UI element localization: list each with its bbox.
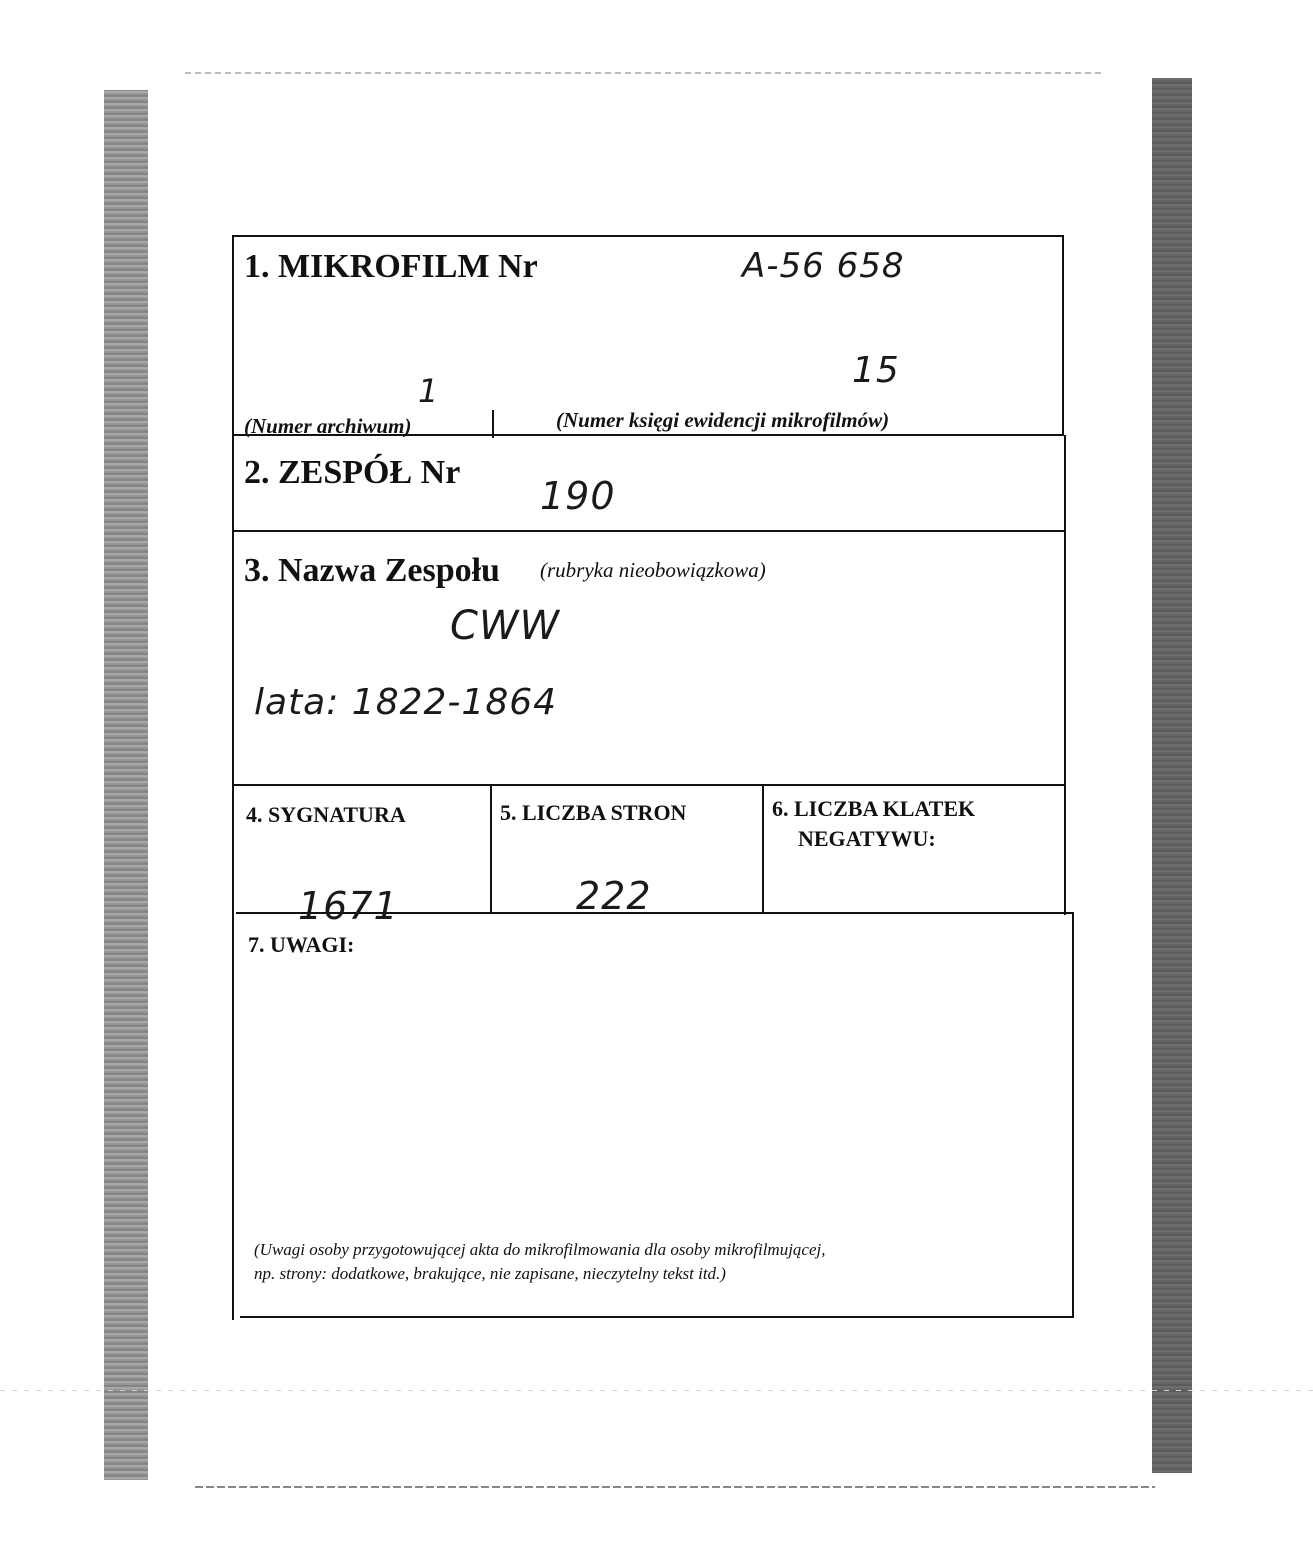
- signature-label: 4. SYGNATURA: [246, 802, 406, 827]
- form-border-right-1: [1062, 235, 1064, 435]
- remarks-label: 7. UWAGI:: [248, 932, 355, 957]
- scan-edge-left: [104, 90, 148, 1480]
- scan-line-bottom: [195, 1486, 1155, 1488]
- form-border-left: [232, 235, 234, 1320]
- divider-col-2: [762, 786, 764, 914]
- form-border-top: [232, 235, 1064, 237]
- signature-value: 1671: [298, 884, 399, 928]
- page-count-label: 5. LICZBA STRON: [500, 800, 687, 825]
- archive-number-caption: (Numer archiwum): [244, 414, 412, 438]
- negative-frames-label-line2: NEGATYWU:: [798, 826, 936, 851]
- archive-number-value: 1: [418, 372, 440, 410]
- form-border-bottom: [240, 1316, 1074, 1318]
- negative-frames-label-line1: 6. LICZBA KLATEK: [772, 796, 976, 821]
- scan-line-faint: [0, 1390, 1313, 1391]
- remarks-note-line1: (Uwagi osoby przygotowującej akta do mikrofilmowania dla osoby mikrofilmującej,: [254, 1240, 826, 1259]
- collection-name-label: 3. Nazwa Zespołu: [244, 552, 500, 589]
- remarks-note-line2: np. strony: dodatkowe, brakujące, nie zapisane, nieczytelny tekst itd.): [254, 1264, 726, 1283]
- divider-row-3: [234, 784, 1066, 786]
- collection-name-optional-note: (rubryka nieobowiązkowa): [540, 558, 766, 582]
- divider-row-2: [232, 530, 1066, 532]
- register-number-value: 15: [852, 350, 900, 391]
- page-count-value: 222: [576, 874, 652, 918]
- form-border-right-2: [1064, 435, 1066, 915]
- collection-years-value: lata: 1822-1864: [254, 682, 558, 723]
- microfilm-number-label: 1. MIKROFILM Nr: [244, 248, 538, 285]
- collection-number-value: 190: [540, 474, 616, 518]
- caption-separator: [492, 410, 494, 438]
- collection-number-label: 2. ZESPÓŁ Nr: [244, 454, 461, 491]
- scan-line-top: [185, 72, 1105, 74]
- scan-edge-right: [1152, 78, 1192, 1473]
- divider-col-1: [490, 786, 492, 914]
- register-number-caption: (Numer księgi ewidencji mikrofilmów): [556, 408, 890, 432]
- form-border-right-3: [1072, 912, 1074, 1316]
- microfilm-number-value: A-56 658: [742, 246, 905, 286]
- collection-name-value: CWW: [450, 603, 561, 649]
